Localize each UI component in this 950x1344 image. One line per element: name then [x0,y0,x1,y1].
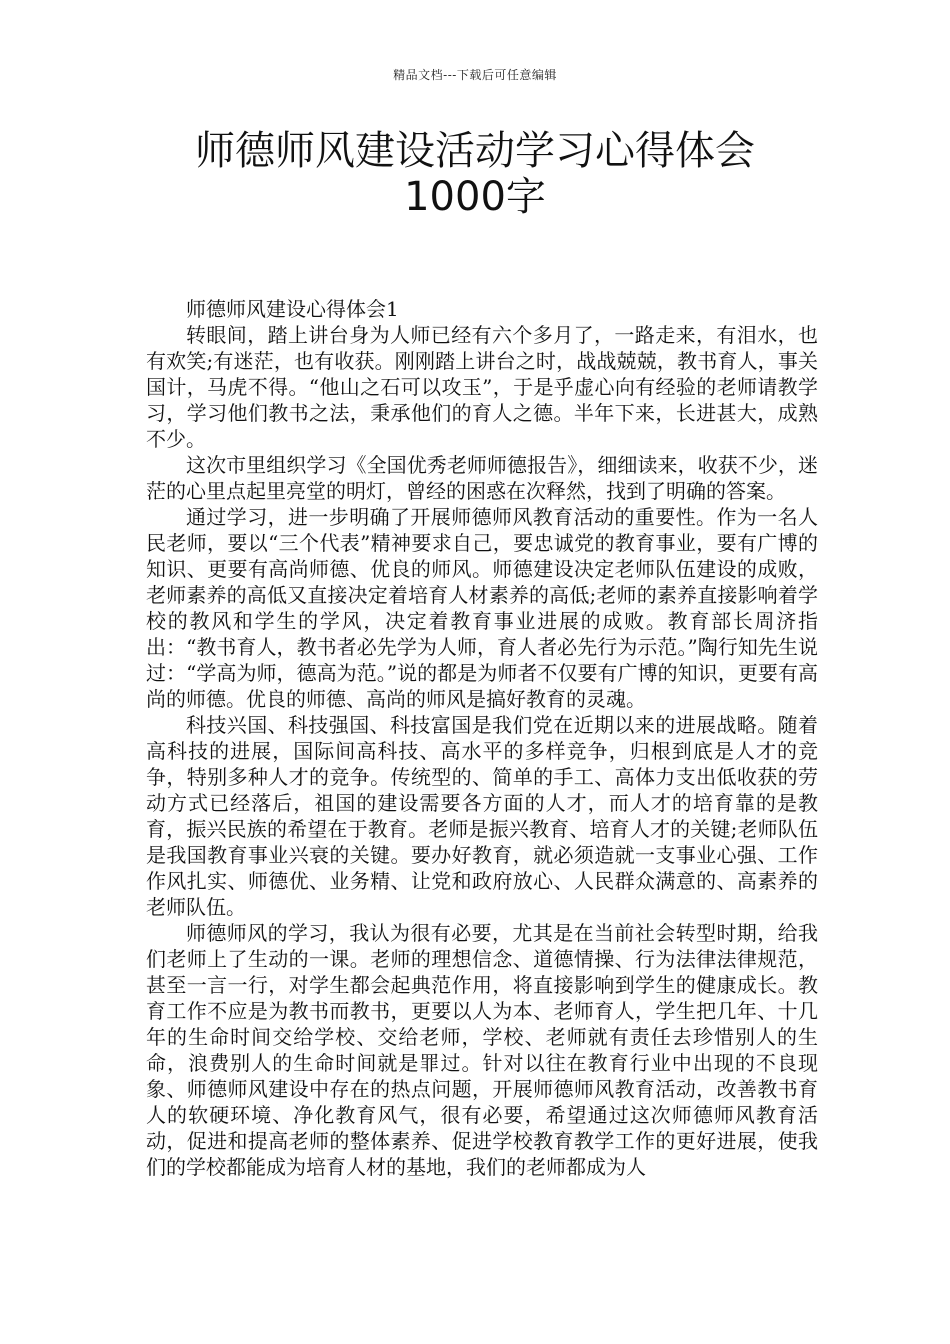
document-title: 师德师风建设活动学习心得体会1000字 [195,128,755,220]
paragraph-4: 科技兴国、科技强国、科技富国是我们党在近期以来的进展战略。随着高科技的进展，国际间高科技、高水平的多样竞争，归根到底是人才的竞争，特别多种人才的竞争。传统型的、简单的手工、高体力支出低收获的劳动方式已经落后，祖国的建设需要各方面的人才，而人才的培育靠的是教育，振兴民族的希望在于教育。老师是振兴教育、培育人才的关键;老师队伍是我国教育事业兴衰的关键。要办好教育，就必须造就一支事业心强、工作作风扎实、师德优、业务精、让党和政府放心、人民群众满意的、高素养的老师队伍。 [146,713,818,919]
paragraph-3: 通过学习，进一步明确了开展师德师风教育活动的重要性。作为一名人民老师，要以“三个代表”精神要求自己，要忠诚党的教育事业，要有广博的知识、更要有高尚师德、优良的师风。师德建设决定老师队伍建设的成败，老师素养的高低又直接决定着培育人材素养的高低;老师的素养直接影响着学校的教风和学生的学风，决定着教育事业进展的成败。教育部长周济指出：“教书育人，教书者必先学为人师，育人者必先行为示范。”陶行知先生说过：“学高为师，德高为范。”说的都是为师者不仅要有广博的知识，更要有高尚的师德。优良的师德、高尚的师风是搞好教育的灵魂。 [146,505,818,711]
header-note: 精品文档---下载后可任意编辑 [393,68,557,82]
document-body [146,296,818,1180]
paragraph-5: 师德师风的学习，我认为很有必要，尤其是在当前社会转型时期，给我们老师上了生动的一课。老师的理想信念、道德情操、行为法律法律规范，甚至一言一行，对学生都会起典范作用，将直接影响到学生的健康成长。教育工作不应是为教书而教书，更要以人为本、老师育人，学生把几年、十几年的生命时间交给学校、交给老师，学校、老师就有责任去珍惜别人的生命，浪费别人的生命时间就是罪过。针对以往在教育行业中出现的不良现象、师德师风建设中存在的热点问题，开展师德师风教育活动，改善教书育人的软硬环境、净化教育风气，很有必要，希望通过这次师德师风教育活动，促进和提高老师的整体素养、促进学校教育教学工作的更好进展，使我们的学校都能成为培育人材的基地，我们的老师都成为人 [146,921,818,1179]
paragraph-2: 这次市里组织学习《全国优秀老师师德报告》，细细读来，收获不少，迷茫的心里点起里亮堂的明灯，曾经的困惑在次释然，找到了明确的答案。 [146,453,818,503]
section-heading: 师德师风建设心得体会1 [186,297,399,321]
paragraph-1: 转眼间，踏上讲台身为人师已经有六个多月了，一路走来，有泪水，也有欢笑;有迷茫，也有收获。刚刚踏上讲台之时，战战兢兢，教书育人，事关国计，马虎不得。“他山之石可以攻玉”，于是乎虚心向有经验的老师请教学习，学习他们教书之法，秉承他们的育人之德。半年下来，长进甚大，成熟不少。 [146,323,818,451]
